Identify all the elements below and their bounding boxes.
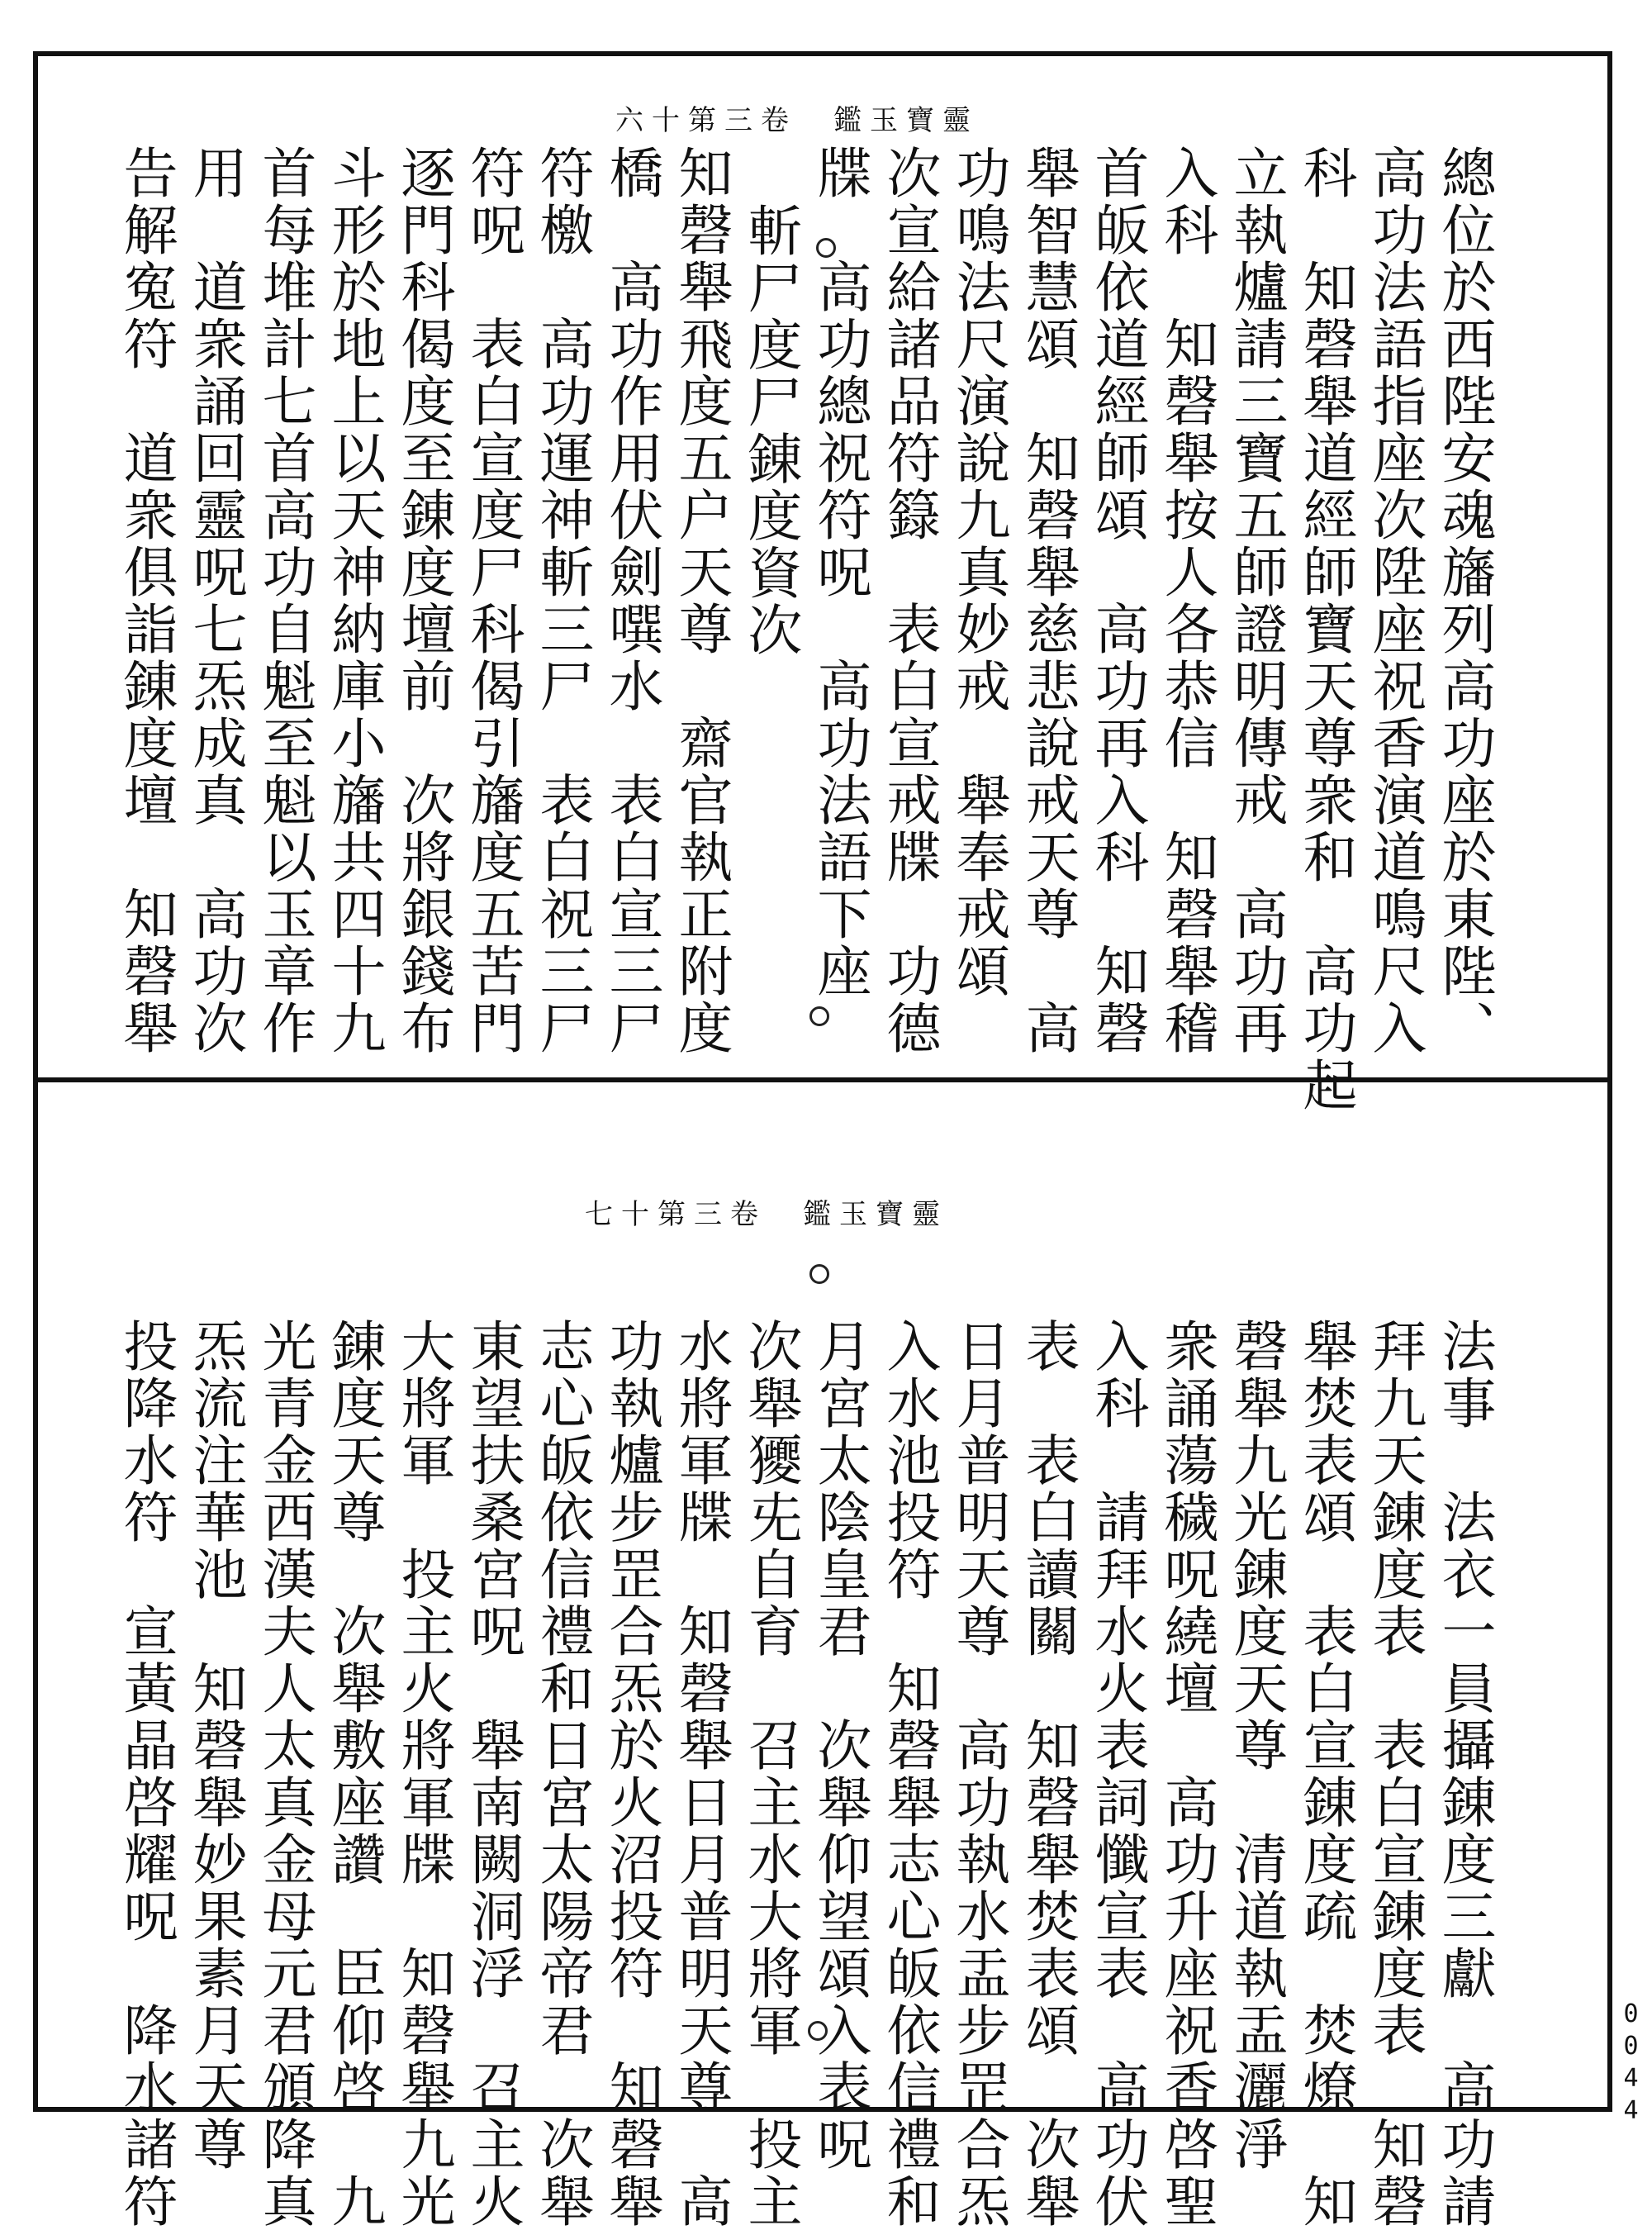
top-page-header: 六十第三卷 鑑玉寶靈 — [615, 104, 979, 137]
top-text-column: 斬尸度尸錬度資次 — [738, 202, 802, 659]
top-text-column: 功鳴法尺演說九真妙戒 舉奉戒頌 — [947, 145, 1010, 1000]
top-text-column: 用 道衆誦回靈呪七炁成真 高功次 — [183, 145, 247, 1057]
top-text-column: 橋 高功作用伏劍噀水 表白宣三尸 — [600, 145, 663, 1057]
bottom-text-column: 日月普明天尊 高功執水盂步罡合炁 — [947, 1318, 1010, 2230]
bottom-text-column: 志心皈依信禮和日宮太陽帝君 次舉 — [530, 1318, 594, 2230]
top-text-column: 斗形於地上以天神納庫小旛共四十九 — [322, 145, 386, 1057]
page-divider — [33, 1077, 1612, 1082]
bottom-page-header: 七十第三卷 鑑玉寶靈 — [585, 1198, 948, 1231]
bottom-text-column: 入水池投符 知磬舉志心皈依信禮和 — [877, 1318, 941, 2230]
bottom-text-column: 投降水符 宣黃晶啓耀呪 降水諸符 — [114, 1318, 178, 2230]
bottom-text-column: 次舉獿兂自育 召主水大將軍 投主 — [738, 1318, 802, 2230]
top-text-column: 科 知磬舉道經師寶天尊衆和 高功起 — [1294, 145, 1357, 1114]
bottom-text-column: 法事 法衣一員攝錬度三獻 高功請 — [1432, 1318, 1496, 2230]
top-text-column: 入科 知磬舉按人各恭信 知磬舉稽 — [1155, 145, 1218, 1057]
top-text-column: 高功法語指座次陞座祝香演道鳴尺入 — [1363, 145, 1427, 1057]
bottom-text-column: 炁流注華池 知磬舉妙果素月天尊 — [183, 1318, 247, 2173]
top-text-column: 首皈依道經師頌 高功再入科 知磬 — [1085, 145, 1149, 1057]
bottom-text-column: 功執爐步罡合炁於火沼投符 知磬舉 — [600, 1318, 663, 2230]
top-text-column: 牒 高功總祝符呪 高功法語下座 — [808, 145, 871, 1000]
bottom-text-column: 水將軍牒 知磬舉日月普明天尊 高 — [669, 1318, 733, 2230]
top-text-column: 總位於西陛安魂旛列高功座於東陛、 — [1432, 145, 1496, 1057]
bottom-text-column: 衆誦蕩穢呪繞壇 高功升座祝香啓聖 — [1155, 1318, 1218, 2230]
bottom-binding-circle — [809, 1264, 829, 1284]
bottom-text-column: 拜九天錬度表 表白宣錬度表 知磬 — [1363, 1318, 1427, 2230]
bottom-text-column: 入科 請拜水火表詞懺宣表 高功伏 — [1085, 1318, 1149, 2230]
top-text-column: 首每堆計七首高功自魁至魁以玉章作 — [253, 145, 316, 1057]
bottom-text-column: 東望扶桑宮呪 舉南闕洞浮 召主火 — [461, 1318, 525, 2230]
bottom-text-column: 表 表白讀關 知磬舉焚表頌 次舉 — [1016, 1318, 1080, 2230]
page-number: 0044 — [1616, 1999, 1645, 2128]
bottom-text-column: 月宮太陰皇君 次舉仰望頌入表呪 — [808, 1318, 871, 2173]
bottom-text-column: 磬舉九光錬度天尊 清道執盂灑淨 — [1224, 1318, 1288, 2173]
top-text-column: 符檄 高功運神斬三尸 表白祝三尸 — [530, 145, 594, 1057]
bottom-text-column: 錬度天尊 次舉敷座讚 臣仰啓 九 — [322, 1318, 386, 2230]
bottom-text-column: 大將軍 投主火將軍牒 知磬舉九光 — [392, 1318, 455, 2230]
top-text-column: 立執爐請三寶五師證明傳戒 高功再 — [1224, 145, 1288, 1057]
top-text-column: 舉智慧頌 知磬舉慈悲說戒天尊 高 — [1016, 145, 1080, 1057]
top-text-column: 知磬舉飛度五户天尊 齋官執正附度 — [669, 145, 733, 1057]
top-binding-circle-lower — [809, 1006, 829, 1026]
top-text-column: 逐門科偈度至錬度壇前 次將銀錢布 — [392, 145, 455, 1057]
top-text-column: 符呪 表白宣度尸科偈引旛度五苦門 — [461, 145, 525, 1057]
top-text-column: 告解寃符 道衆俱詣錬度壇 知磬舉 — [114, 145, 178, 1057]
bottom-text-column: 光青金西漢夫人太真金母元君頒降真 — [253, 1318, 316, 2230]
bottom-text-column: 舉焚表頌 表白宣錬度疏 焚燎 知 — [1294, 1318, 1357, 2230]
top-text-column: 次宣給諸品符籙 表白宣戒牒 功德 — [877, 145, 941, 1057]
